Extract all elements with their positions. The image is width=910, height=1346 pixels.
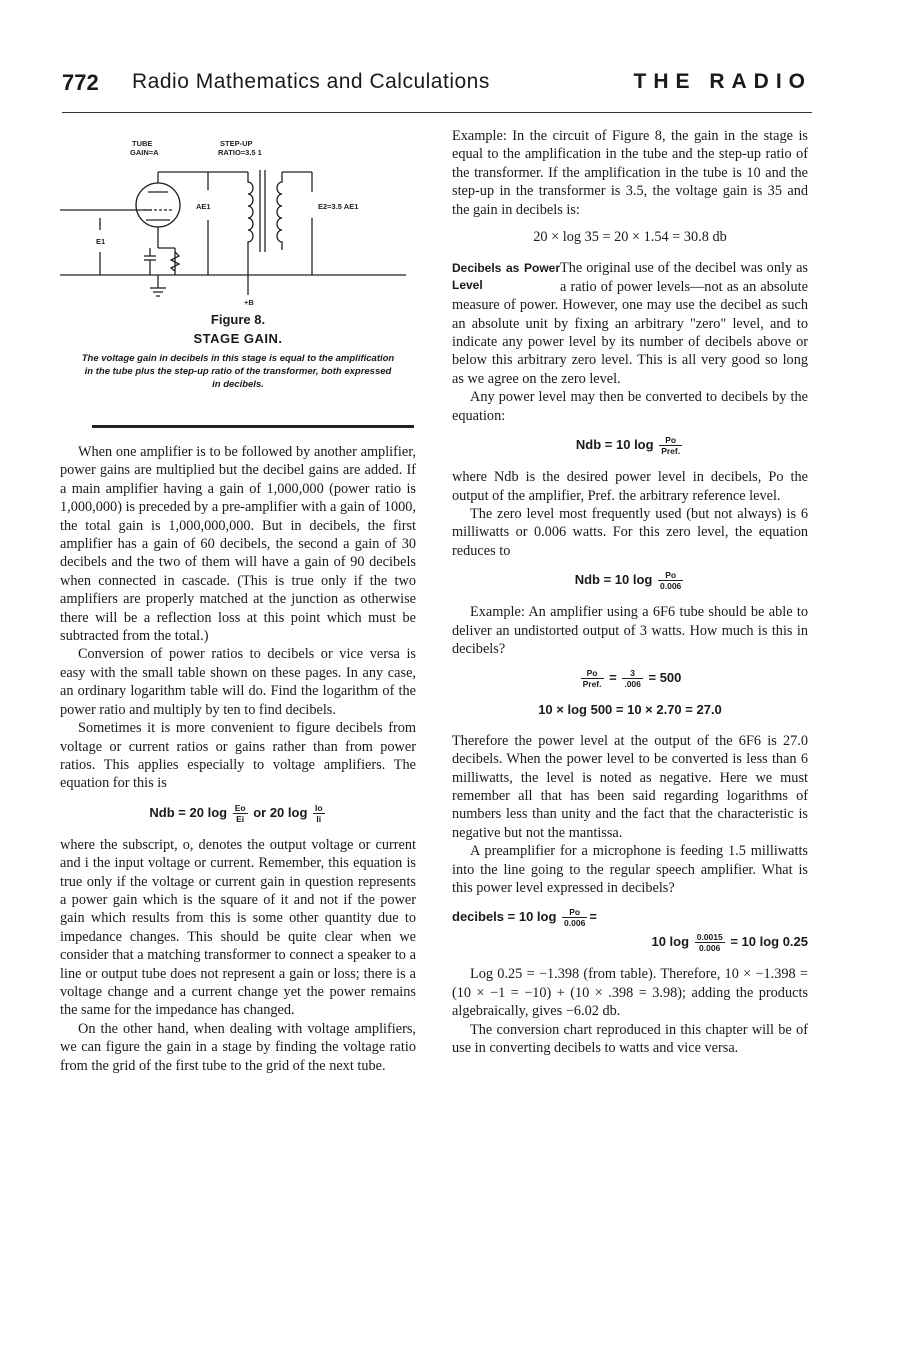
eqf-den-1: 0.006 bbox=[564, 918, 586, 929]
eqc-frac bbox=[658, 570, 683, 591]
left-paragraph-4: where the subscript, o, denotes the output voltage or current and i the input voltage or current. Remember, this equation is true only if the voltage or current gain in question represents a power gain which is the square of it and not if the power gain which results from this is some other quantity due to impedance changes. This should be quite clear when we consider that a matching transformer to connect a speaker to a line or output tube does not represent a gain or loss; there is a voltage change and a current change yet the power remains the same for the impedance has changed. bbox=[60, 836, 416, 1019]
side-heading: Decibels as Power Level bbox=[452, 261, 560, 293]
page-header bbox=[62, 70, 812, 104]
eqd-rhs: = 500 bbox=[648, 670, 682, 686]
label-e1: E1 bbox=[96, 237, 106, 246]
figure-caption bbox=[60, 312, 416, 391]
equation-ratio-500: $\frac{Po}{\text{Pref.}}$ = $\frac{3}{.006}$ = 500 bbox=[582, 668, 682, 690]
right-column-text bbox=[452, 127, 808, 1057]
right-paragraph-7: Therefore the power level at the output of the 6F6 is 27.0 decibels. When the power level to be converted is less than 6 milliwatts, the level is noted as negative. Here we must remember all that has been said regarding logarithms of numbers less than unity and the fact that the characteristic is negative but not the mantissa. bbox=[452, 732, 808, 841]
equation-preamp: decibels = 10 log $\frac{Po}{0.006}$ = 10 log $\frac{0.0015}{0.006}$ = 10 log 0.25 bbox=[452, 907, 808, 954]
eqd-den-1: Pref. bbox=[582, 679, 602, 690]
eqf-line-2 bbox=[452, 932, 808, 953]
eq1-den-e: Ei bbox=[236, 813, 245, 824]
label-stepup: STEP-UP bbox=[220, 139, 253, 148]
figure-divider bbox=[92, 425, 414, 428]
right-paragraph-5: The zero level most frequently used (but not always) is 6 milliwatts or 0.006 watts. For this zero level, the equation reduces to bbox=[452, 505, 808, 559]
eq1-lhs: Ndb = 20 log bbox=[149, 804, 228, 820]
eqb-frac bbox=[659, 435, 682, 456]
page-number: 772 bbox=[62, 70, 99, 95]
label-ae1: AE1 bbox=[196, 202, 211, 211]
right-paragraph-10: The conversion chart reproduced in this chapter will be of use in converting decibels to watts and vice versa. bbox=[452, 1021, 808, 1057]
label-ratio: RATIO=3.5 1 bbox=[218, 148, 262, 157]
equation-power-level bbox=[452, 435, 808, 456]
eqc-num: Po bbox=[658, 570, 683, 581]
figure-number: Figure 8. bbox=[210, 312, 266, 327]
eqf-num-1: Po bbox=[562, 907, 587, 918]
label-plus-b: +B bbox=[244, 298, 254, 307]
equation-zero-level bbox=[452, 570, 808, 591]
eq1-frac-i bbox=[313, 803, 325, 824]
eqd-num-1: Po bbox=[581, 668, 604, 679]
equation-voltage-db bbox=[60, 803, 416, 824]
eqb-num: Po bbox=[659, 435, 682, 446]
figure-description: The voltage gain in decibels in this stage is equal to the amplification in the tube plus the step-up ratio of the transformer, both expressed in decibels. bbox=[81, 353, 395, 390]
eqf-den-2: 0.006 bbox=[699, 943, 721, 954]
eq1-frac-e bbox=[233, 803, 248, 824]
eqb-lhs: Ndb = 10 log bbox=[575, 437, 654, 453]
left-paragraph-1: When one amplifier is to be followed by another amplifier, power gains are multiplied but the decibel gains are added. If a main amplifier having a gain of 1,000,000 (power ratio is 1,000,000) is preceded by a pre-amplifier with a gain of 1000, the total gain is 1,000,000,000. But in decibels, the first amplifier has a gain of 60 decibels, the second a gain of 30 decibels and the two of them will have a gain of 90 decibels when connected in cascade. (This is true only if the two amplifiers are properly matched at the junction as otherwise there will be a reflection loss at this point which must be subtracted from the total.) bbox=[60, 444, 416, 645]
right-paragraph-2: The original use of the decibel was only as a ratio of power levels—not as an absolute measure of power. However, one may use the decibel as such an absolute unit by fixing an arbitrary "zero" level, and to indicate any power level by its number of decibels above or below this arbitrary zero level. This is all very good so long as we agree on the zero level. bbox=[452, 260, 808, 387]
eqf-num-2: 0.0015 bbox=[696, 932, 723, 943]
right-paragraph-6: Example: An amplifier using a 6F6 tube should be able to deliver an undistorted output of 3 watts. How much is this in decibels? bbox=[452, 604, 808, 657]
equation-30-8-db: 20 × log 35 = 20 × 1.54 = 30.8 db bbox=[533, 229, 727, 246]
label-tube: TUBE bbox=[132, 139, 153, 148]
eq1-den-i: Ii bbox=[316, 813, 322, 824]
eqd-num-2: 3 bbox=[622, 668, 643, 679]
running-title: Radio Mathematics and Calculations bbox=[132, 70, 490, 93]
left-paragraph-3: Sometimes it is more convenient to figure decibels from voltage or current ratios or gains rather than from power ratios. This applies especially to voltage amplifiers. The equation for this is bbox=[60, 720, 416, 792]
eqf-lhs: decibels = 10 log bbox=[452, 909, 557, 925]
header-rule bbox=[62, 112, 812, 113]
eqf-mid: 10 log bbox=[651, 934, 690, 950]
circuit-diagram bbox=[60, 130, 416, 310]
right-paragraph-4: where Ndb is the desired power level in decibels, Po the output of the amplifier, Pref. the arbitrary reference level. bbox=[452, 469, 808, 504]
right-paragraph-1: Example: In the circuit of Figure 8, the gain in the stage is equal to the amplification in the tube and the step-up ratio of the transformer. If the amplification in the tube is 10 and the step-up in the transformer is 3.5, the voltage gain is 35 and the gain in decibels is: bbox=[452, 128, 808, 218]
right-paragraph-9: Log 0.25 = −1.398 (from table). Therefore, 10 × −1.398 = (10 × −1 = −10) + (10 × .398 = 3.98); adding the products algebraically, gives −6.02 db. bbox=[452, 966, 808, 1020]
left-paragraph-5: On the other hand, when dealing with voltage amplifiers, we can figure the gain in a stage by finding the voltage ratio from the grid of the first tube to the grid of the next tube. bbox=[60, 1020, 416, 1074]
eqb-den: Pref. bbox=[661, 446, 681, 457]
right-paragraph-8: A preamplifier for a microphone is feeding 1.5 milliwatts into the line going to the regular speech amplifier. What is this power level expressed in decibels? bbox=[452, 843, 808, 896]
eq1-num-e: Eo bbox=[234, 802, 246, 813]
magazine-title: THE RADIO bbox=[633, 70, 812, 93]
figure-8 bbox=[60, 130, 416, 391]
eqd-frac-1 bbox=[581, 668, 604, 689]
eqc-lhs: Ndb = 10 log bbox=[574, 572, 653, 588]
eqd-den-2: .006 bbox=[624, 679, 641, 690]
eqf-frac-2 bbox=[695, 932, 725, 953]
equation-27-0: 10 × log 500 = 10 × 2.70 = 27.0 bbox=[538, 702, 722, 718]
eqf-frac-1 bbox=[562, 907, 587, 928]
eq1-num-i: Io bbox=[315, 802, 323, 813]
eqf-rhs: = 10 log 0.25 bbox=[730, 934, 808, 950]
eqc-den: 0.006 bbox=[660, 581, 682, 592]
stage-gain-schematic bbox=[60, 130, 416, 310]
label-gain: GAIN=A bbox=[130, 148, 159, 157]
figure-title: STAGE GAIN. bbox=[193, 331, 283, 346]
left-column-text bbox=[60, 443, 416, 1075]
eqd-frac-2 bbox=[622, 668, 643, 689]
eq1-mid: or 20 log bbox=[253, 804, 308, 820]
right-paragraph-3: Any power level may then be converted to decibels by the equation: bbox=[452, 389, 808, 424]
label-e2: E2=3.5 AE1 bbox=[318, 202, 359, 211]
left-paragraph-2: Conversion of power ratios to decibels or vice versa is easy with the small table shown on these pages. In any case, an ordinary logarithm table will do. Find the logarithm of the power ratio and multiply by ten to find decibels. bbox=[60, 646, 416, 718]
section-decibels-as-power-level bbox=[452, 259, 808, 388]
